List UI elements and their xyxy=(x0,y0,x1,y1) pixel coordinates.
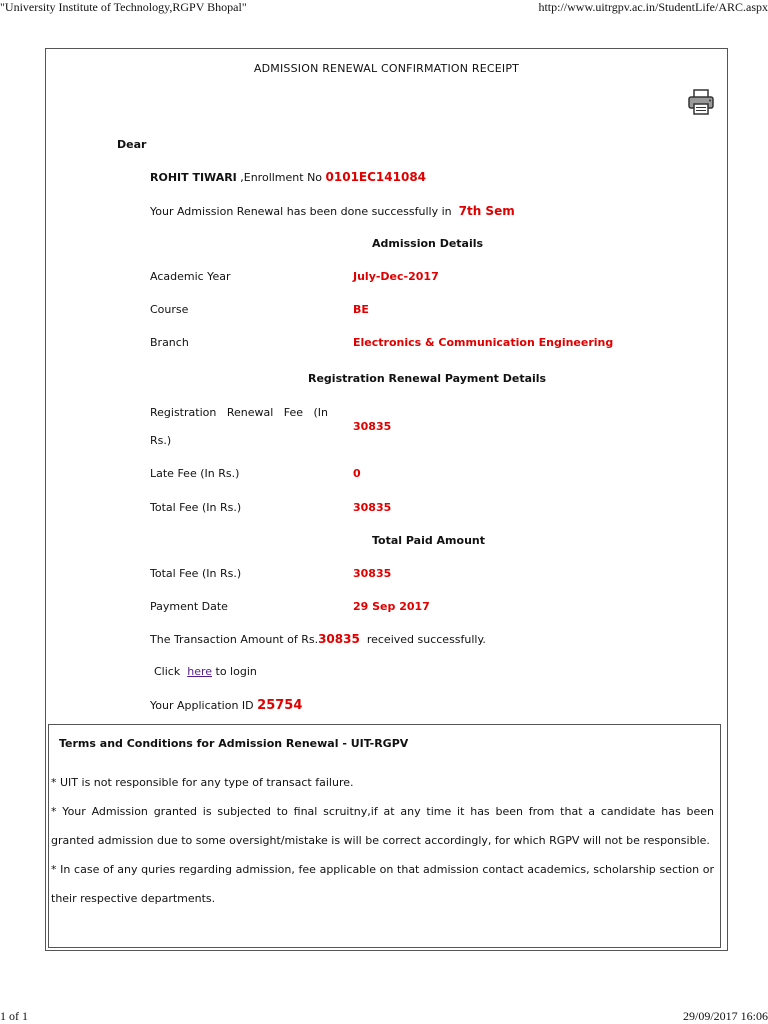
renewal-text: Your Admission Renewal has been done successfully in xyxy=(150,205,452,218)
terms-item: * In case of any quries regarding admission, fee applicable on that admission contact academics, scholarship section or their respective departments. xyxy=(51,863,714,905)
enrollment-number: 0101EC141084 xyxy=(325,170,427,184)
renewal-line xyxy=(150,204,515,218)
student-name: ROHIT TIWARI xyxy=(150,171,237,184)
transaction-prefix: The Transaction Amount of Rs. xyxy=(150,633,319,646)
transaction-amount: 30835 xyxy=(318,632,360,646)
academic-year-label: Academic Year xyxy=(150,270,231,283)
course-label: Course xyxy=(150,303,189,316)
receipt-panel xyxy=(45,48,728,951)
total-fee-value: 30835 xyxy=(353,501,392,514)
admission-details-heading: Admission Details xyxy=(372,237,484,250)
terms-heading: Terms and Conditions for Admission Renewal - UIT-RGPV xyxy=(59,737,409,750)
paid-total-fee-label: Total Fee (In Rs.) xyxy=(150,567,242,580)
student-line xyxy=(150,170,426,184)
late-fee-label: Late Fee (In Rs.) xyxy=(150,467,240,480)
branch-label: Branch xyxy=(150,336,189,349)
terms-list xyxy=(51,768,714,913)
paid-total-fee-value: 30835 xyxy=(353,567,392,580)
application-id-value: 25754 xyxy=(257,698,303,713)
payment-details-heading: Registration Renewal Payment Details xyxy=(308,372,547,385)
print-footer-timestamp: 29/09/2017 16:06 xyxy=(682,1009,768,1023)
transaction-suffix: received successfully. xyxy=(366,633,486,646)
printer-icon[interactable] xyxy=(686,87,716,117)
paid-amount-heading: Total Paid Amount xyxy=(372,534,485,547)
login-suffix: to login xyxy=(215,665,257,678)
late-fee-value: 0 xyxy=(353,467,361,480)
registration-fee-label-cont: Rs.) xyxy=(150,434,172,447)
print-footer-page: 1 of 1 xyxy=(0,1009,28,1023)
enrollment-label: ,Enrollment No xyxy=(240,171,323,184)
receipt-title: ADMISSION RENEWAL CONFIRMATION RECEIPT xyxy=(253,62,520,75)
payment-date-label: Payment Date xyxy=(150,600,228,613)
application-id-line xyxy=(150,698,302,713)
terms-item: * UIT is not responsible for any type of transact failure. xyxy=(51,776,354,789)
semester-value: 7th Sem xyxy=(458,204,515,218)
print-header-title: "University Institute of Technology,RGPV Bhopal" xyxy=(0,0,247,14)
branch-value: Electronics & Communication Engineering xyxy=(353,336,614,349)
total-fee-label: Total Fee (In Rs.) xyxy=(150,501,242,514)
salutation: Dear xyxy=(117,138,147,151)
login-link[interactable]: here xyxy=(187,665,213,678)
course-value: BE xyxy=(353,303,369,316)
registration-fee-value: 30835 xyxy=(353,420,392,433)
registration-fee-label: Registration Renewal Fee (In xyxy=(150,406,329,419)
terms-panel xyxy=(48,724,721,948)
click-text: Click xyxy=(154,665,181,678)
terms-item: * Your Admission granted is subjected to final scruitny,if at any time it has been from that a candidate has been granted admission due to some oversight/mistake is will be correct accordingly, for which RGPV will not be responsible. xyxy=(51,805,714,847)
application-id-label: Your Application ID xyxy=(150,699,254,712)
print-header-url: http://www.uitrgpv.ac.in/StudentLife/ARC.aspx xyxy=(538,0,768,14)
login-line xyxy=(154,665,257,678)
academic-year-value: July-Dec-2017 xyxy=(353,270,439,283)
transaction-line xyxy=(150,632,486,646)
payment-date-value: 29 Sep 2017 xyxy=(353,600,430,613)
